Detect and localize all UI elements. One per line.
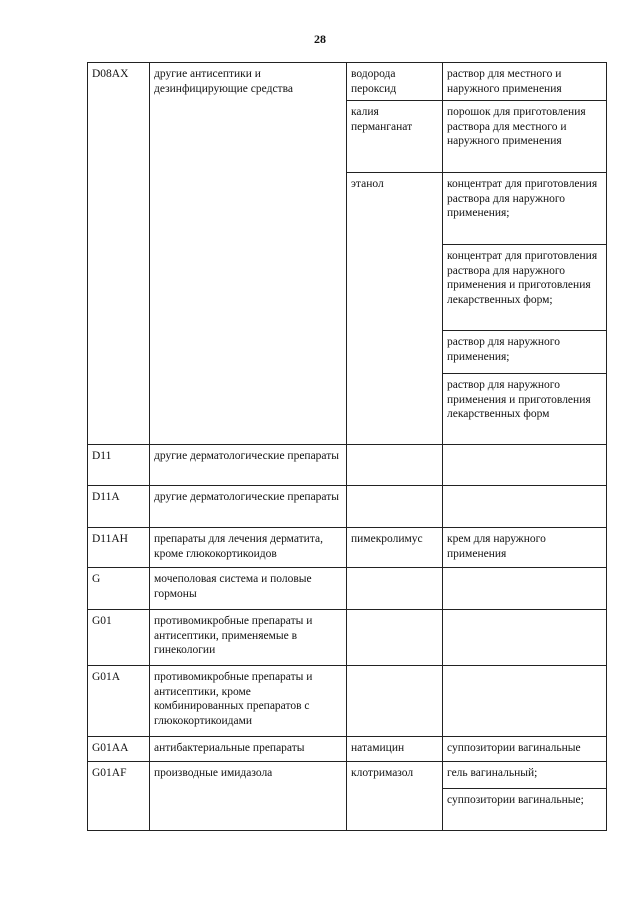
drug-name [347, 486, 443, 528]
table-row [88, 610, 607, 666]
dosage-form: раствор для наружного применения и приготовления лекарственных форм [443, 374, 607, 445]
dosage-form: суппозитории вагинальные; [443, 789, 607, 831]
drug-name: пимекролимус [347, 528, 443, 568]
atc-code: G01A [88, 666, 150, 737]
table-row [88, 445, 607, 486]
drug-name: этанол [347, 173, 443, 445]
group-name: другие дерматологические препараты [150, 486, 347, 528]
atc-code: G01AF [88, 762, 150, 831]
atc-code: D08AX [88, 63, 150, 445]
dosage-form: концентрат для приготовления раствора для наружного применения; [443, 173, 607, 245]
drug-name [347, 568, 443, 610]
dosage-form: суппозитории вагинальные [443, 737, 607, 762]
drug-classification-table [87, 62, 607, 831]
dosage-form: порошок для приготовления раствора для местного и наружного применения [443, 101, 607, 173]
drug-name: водорода пероксид [347, 63, 443, 101]
dosage-form: раствор для наружного применения; [443, 331, 607, 374]
table-row [88, 528, 607, 568]
group-name: антибактериальные препараты [150, 737, 347, 762]
dosage-form: крем для наружного применения [443, 528, 607, 568]
dosage-form [443, 486, 607, 528]
dosage-form [443, 666, 607, 737]
dosage-form: гель вагинальный; [443, 762, 607, 789]
atc-code: G01 [88, 610, 150, 666]
page-number: 28 [314, 32, 326, 46]
atc-code: D11AH [88, 528, 150, 568]
dosage-form: концентрат для приготовления раствора для наружного применения и приготовления лекарственных форм; [443, 245, 607, 331]
group-name: противомикробные препараты и антисептики, кроме комбинированных препаратов с глюкокортикоидами [150, 666, 347, 737]
group-name: мочеполовая система и половые гормоны [150, 568, 347, 610]
atc-code: D11 [88, 445, 150, 486]
dosage-form [443, 568, 607, 610]
group-name: противомикробные препараты и антисептики, применяемые в гинекологии [150, 610, 347, 666]
group-name: другие антисептики и дезинфицирующие средства [150, 63, 347, 445]
table-row [88, 666, 607, 737]
drug-name [347, 610, 443, 666]
table-row [88, 486, 607, 528]
group-name: препараты для лечения дерматита, кроме глюкокортикоидов [150, 528, 347, 568]
dosage-form [443, 445, 607, 486]
drug-name [347, 445, 443, 486]
dosage-form: раствор для местного и наружного применения [443, 63, 607, 101]
drug-name: клотримазол [347, 762, 443, 831]
group-name: производные имидазола [150, 762, 347, 831]
drug-name [347, 666, 443, 737]
table-row [88, 762, 607, 789]
atc-code: D11A [88, 486, 150, 528]
dosage-form [443, 610, 607, 666]
table-row [88, 737, 607, 762]
drug-name: натамицин [347, 737, 443, 762]
drug-name: калия перманганат [347, 101, 443, 173]
atc-code: G01AA [88, 737, 150, 762]
atc-code: G [88, 568, 150, 610]
table-row [88, 63, 607, 101]
group-name: другие дерматологические препараты [150, 445, 347, 486]
table-row [88, 568, 607, 610]
